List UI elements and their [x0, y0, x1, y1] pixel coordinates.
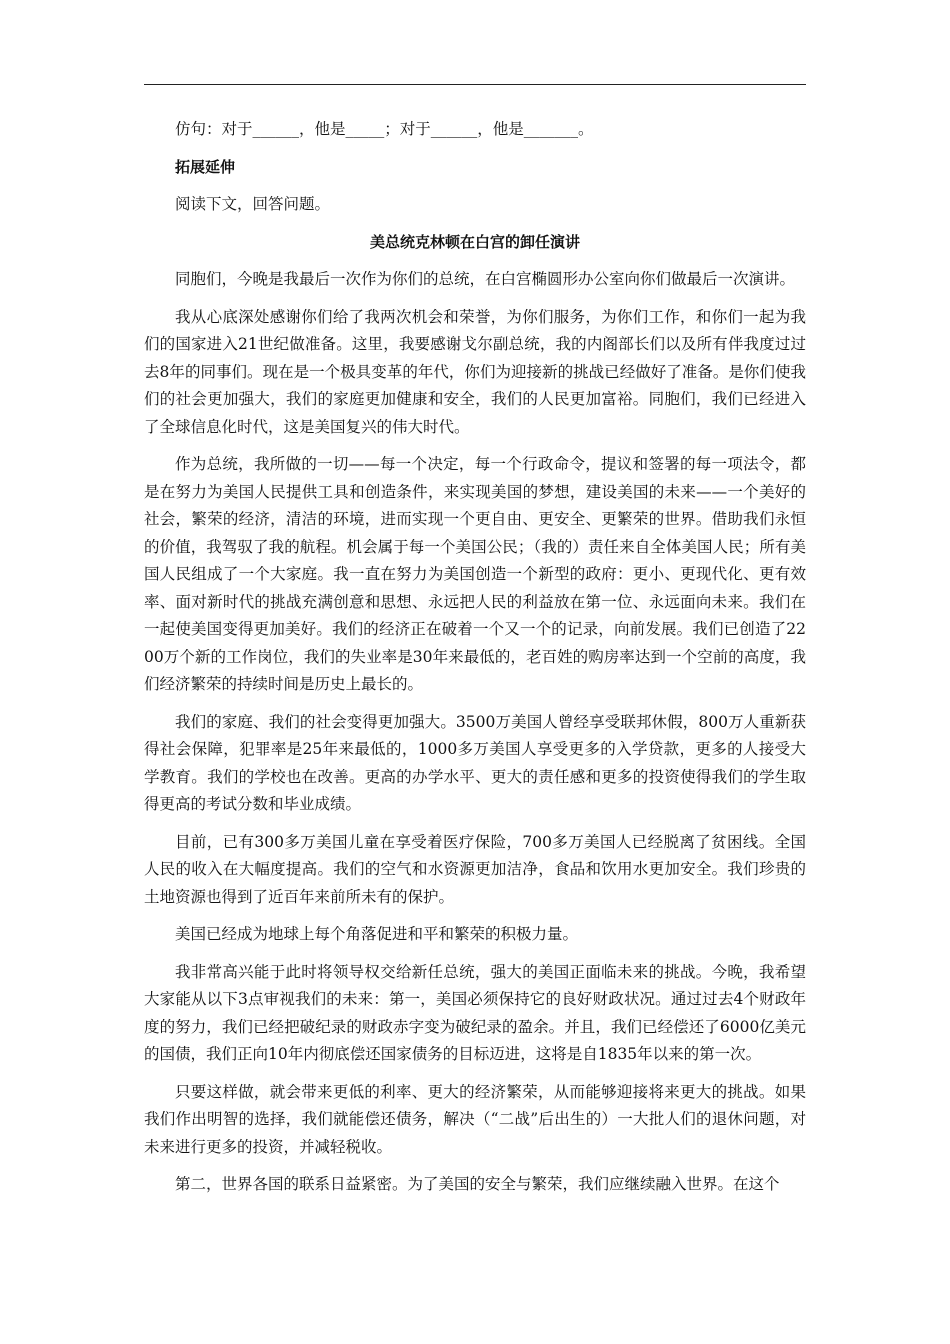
section-heading: 拓展延伸: [175, 157, 236, 176]
article-paragraph: 我非常高兴能于此时将领导权交给新任总统，强大的美国正面临未来的挑战。今晚，我希望大家能从以下3点审视我们的未来：第一，美国必须保持它的良好财政状况。通过过去4个财政年度的努力，我们已经把破纪录的财政赤字变为破纪录的盈余。并且，我们已经偿还了6000亿美元的国债，我们正向10年内彻底偿还国家债务的目标迈进，这将是自1835年以来的第一次。: [144, 962, 806, 1063]
article-paragraph: 作为总统，我所做的一切——每一个决定，每一个行政命令，提议和签署的每一项法令，都是在努力为美国人民提供工具和创造条件，来实现美国的梦想，建设美国的未来——一个美好的社会，繁荣的经济，清洁的环境，进而实现一个更自由、更安全、更繁荣的世界。借助我们永恒的价值，我驾驭了我的航程。机会属于每一个美国公民；（我的）责任来自全体美国人民；所有美国人民组成了一个大家庭。我一直在努力为美国创造一个新型的政府：更小、更现代化、更有效率、面对新时代的挑战充满创意和思想、永远把人民的利益放在第一位、永远面向未来。我们在一起使美国变得更加美好。我们的经济正在破着一个又一个的记录，向前发展。我们已创造了2200万个新的工作岗位，我们的失业率是30年来最低的，老百姓的购房率达到一个空前的高度，我们经济繁荣的持续时间是历史上最长的。: [144, 455, 806, 693]
article-paragraph: 第二，世界各国的联系日益紧密。为了美国的安全与繁荣，我们应继续融入世界。在这个: [175, 1175, 780, 1193]
header-rule: [144, 84, 806, 85]
article-title: 美总统克林顿在白宫的卸任演讲: [369, 232, 580, 251]
document-body: [144, 116, 806, 1209]
article-paragraph: 美国已经成为地球上每个角落促进和平和繁荣的积极力量。: [175, 925, 579, 943]
article-paragraph: 目前，已有300多万美国儿童在享受着医疗保险，700多万美国人已经脱离了贫困线。全国人民的收入在大幅度提高。我们的空气和水资源更加洁净，食品和饮用水更加安全。我们珍贵的土地资源也得到了近百年来前所未有的保护。: [144, 832, 806, 906]
article-paragraph: 只要这样做，就会带来更低的利率、更大的经济繁荣，从而能够迎接将来更大的挑战。如果我们作出明智的选择，我们就能偿还债务，解决（“二战”后出生的）一大批人们的退休问题，对未来进行更多的投资，并减轻税收。: [144, 1082, 806, 1156]
article-paragraph: 同胞们，今晚是我最后一次作为你们的总统，在白宫椭圆形办公室向你们做最后一次演讲。: [175, 270, 796, 288]
article-paragraph: 我从心底深处感谢你们给了我两次机会和荣誉，为你们服务，为你们工作，和你们一起为我们的国家进入21世纪做准备。这里，我要感谢戈尔副总统，我的内阁部长们以及所有伴我度过过去8年的同事们。现在是一个极具变革的年代，你们为迎接新的挑战已经做好了准备。是你们使我们的社会更加强大，我们的家庭更加健康和安全，我们的人民更加富裕。同胞们，我们已经进入了全球信息化时代，这是美国复兴的伟大时代。: [144, 307, 806, 436]
article-paragraph: 我们的家庭、我们的社会变得更加强大。3500万美国人曾经享受联邦休假，800万人重新获得社会保障，犯罪率是25年来最低的，1000多万美国人享受更多的入学贷款，更多的人接受大学教育。我们的学校也在改善。更高的办学水平、更大的责任感和更多的投资使得我们的学生取得更高的考试分数和毕业成绩。: [144, 712, 806, 813]
exercise-line: 仿句：对于______，他是_____；对于______，他是_______。: [175, 120, 594, 138]
reading-instruction: 阅读下文，回答问题。: [175, 195, 331, 213]
